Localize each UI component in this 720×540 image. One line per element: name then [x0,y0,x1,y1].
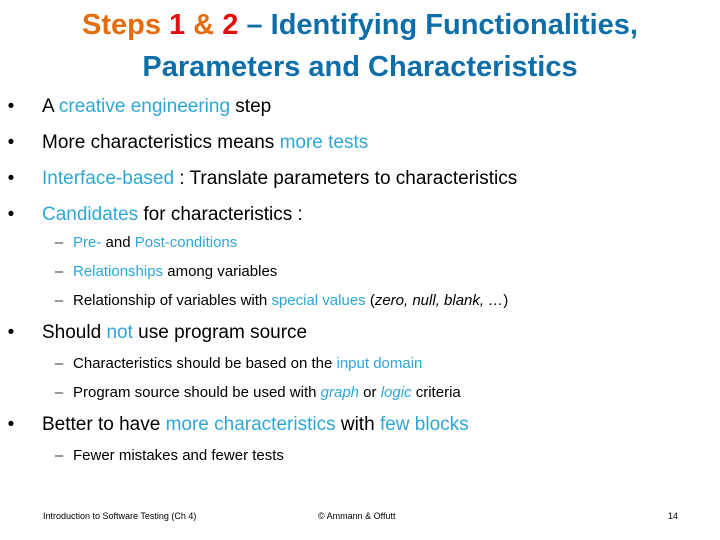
footer-page-number: 14 [668,511,679,521]
bullet-text: Should not use program source [42,322,308,343]
bullet-text: Candidates for characteristics : [42,204,303,225]
sub-bullet-text: Characteristics should be based on the input domain [73,355,423,372]
sub-bullet-text: Fewer mistakes and fewer tests [73,447,284,464]
sub-bullet-text: Relationship of variables with special values (zero, null, blank, …) [73,292,509,309]
bullet-glyph: • [7,132,15,153]
dash-glyph: – [54,384,64,401]
bullet-text: Better to have more characteristics with few blocks [42,414,469,435]
sub-bullet-text: Program source should be used with graph or logic criteria [73,384,461,401]
bullet-glyph: • [7,322,15,343]
dash-glyph: – [54,263,64,280]
title-step-2: 2 [222,9,239,41]
dash-glyph: – [54,292,64,309]
sub-bullet-text: Relationships among variables [73,263,278,280]
title-steps: Steps [82,9,170,41]
bullet-glyph: • [7,96,15,117]
bullet-text: A creative engineering step [42,96,272,117]
bullet-text: Interface-based : Translate parameters to characteristics [42,168,518,189]
bullet-glyph: • [7,168,15,189]
title-rest: – Identifying Functionalities, [238,9,638,41]
dash-glyph: – [54,355,64,372]
title-step-1: 1 [169,9,186,41]
sub-bullet-text: Pre- and Post-conditions [73,234,238,251]
bullet-text: More characteristics means more tests [42,132,369,153]
bullet-glyph: • [7,204,15,225]
dash-glyph: – [54,447,64,464]
title-amp: & [185,9,223,41]
bullet-glyph: • [7,414,15,435]
footer-course: Introduction to Software Testing (Ch 4) [43,511,197,521]
footer-copyright: © Ammann & Offutt [318,511,396,521]
dash-glyph: – [54,234,64,251]
title-line-2: Parameters and Characteristics [142,51,578,83]
